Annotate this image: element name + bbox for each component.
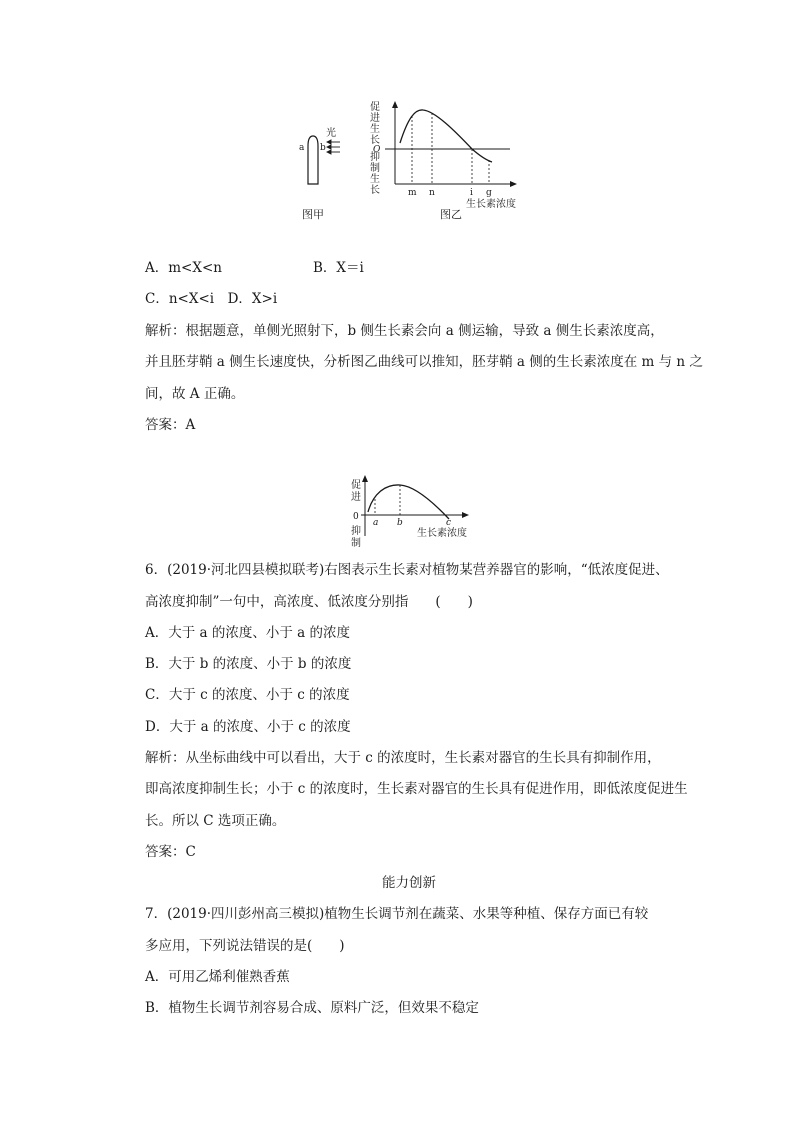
svg-text:促: 促 [351,480,361,491]
shoot-side-b: b [320,143,326,153]
svg-text:a: a [373,518,379,528]
section-title: 能力创新 [382,875,436,891]
svg-text:长: 长 [370,185,380,196]
q6-option-a: A．大于 a 的浓度、小于 a 的浓度 [145,625,351,641]
figure-1 [290,96,540,226]
q7-option-a: A．可用乙烯利催熟香蕉 [145,969,290,985]
q7-stem-line: 7．(2019·四川彭州高三模拟)植物生长调节剂在蔬菜、水果等种植、保存方面已有较 [145,906,649,922]
svg-text:进: 进 [370,113,380,124]
y-label-inhibit [370,150,380,196]
x-axis-label: 生长素浓度 [466,199,516,210]
svg-text:b: b [397,518,403,528]
x-axis-label: 生长素浓度 [417,528,467,539]
q7-option-b: B．植物生长调节剂容易合成、原料广泛，但效果不稳定 [145,1000,479,1016]
shoot-side-a: a [299,143,305,153]
coleoptile-diagram [299,126,340,221]
auxin-curve-graph [370,101,517,221]
q5-analysis-line: 间，故 A 正确。 [145,386,245,402]
origin-label: O [373,145,381,155]
svg-text:进: 进 [351,492,361,503]
svg-text:i: i [470,188,473,198]
figure-2 [345,472,490,552]
q7-stem-line: 多应用，下列说法错误的是( ) [145,938,345,954]
q6-stem-line: 高浓度抑制”一句中，高浓度、低浓度分别指 ( ) [145,594,473,610]
y-label-promote [370,101,380,146]
q5-option-b: B．X＝i [313,260,364,276]
x-tick-labels [373,518,451,528]
origin-label: 0 [353,512,359,522]
q5-analysis-line: 解析：根据题意，单侧光照射下，b 侧生长素会向 a 侧运输，导致 a 侧生长素浓度高， [145,323,664,339]
q6-analysis-line: 解析：从坐标曲线中可以看出，大于 c 的浓度时，生长素对器官的生长具有抑制作用， [145,750,661,766]
q5-option-c-d: C．n<X<i D．X>i [145,291,278,307]
svg-text:生: 生 [370,174,380,185]
svg-text:生: 生 [370,124,380,135]
q5-option-a: A．m<X<n [145,260,222,276]
figure-jia-label: 图甲 [302,208,324,221]
q6-option-d: D．大于 a 的浓度、小于 c 的浓度 [145,719,351,735]
light-arrows [327,140,340,154]
svg-text:制: 制 [370,163,380,174]
q6-option-c: C．大于 c 的浓度、小于 c 的浓度 [145,687,350,703]
figure-yi-label: 图乙 [440,208,462,221]
x-tick-labels [408,188,492,198]
svg-text:制: 制 [351,538,361,549]
q6-analysis-line: 即高浓度抑制生长；小于 c 的浓度时，生长素对器官的生长具有促进作用，即低浓度促进生 [145,781,688,797]
svg-text:长: 长 [370,135,380,146]
q5-answer: 答案：A [145,417,196,433]
svg-text:n: n [429,188,435,198]
q6-stem-line: 6．(2019·河北四县模拟联考)右图表示生长素对植物某营养器官的影响，“低浓度促进、 [145,562,669,578]
svg-text:m: m [408,188,417,198]
q6-analysis-line: 长。所以 C 选项正确。 [145,813,286,829]
svg-text:抑: 抑 [351,526,361,537]
light-label: 光 [326,128,336,139]
q6-answer: 答案：C [145,844,196,860]
q6-option-b: B．大于 b 的浓度、小于 b 的浓度 [145,656,352,672]
y-label-promote [351,479,361,503]
svg-text:g: g [486,188,492,198]
svg-text:促: 促 [370,102,380,113]
svg-text:c: c [446,518,452,528]
q5-analysis-line: 并且胚芽鞘 a 侧生长速度快，分析图乙曲线可以推知，胚芽鞘 a 侧的生长素浓度在 m 与 n 之 [145,354,703,370]
svg-text:抑: 抑 [370,152,380,163]
y-label-inhibit [351,524,361,549]
